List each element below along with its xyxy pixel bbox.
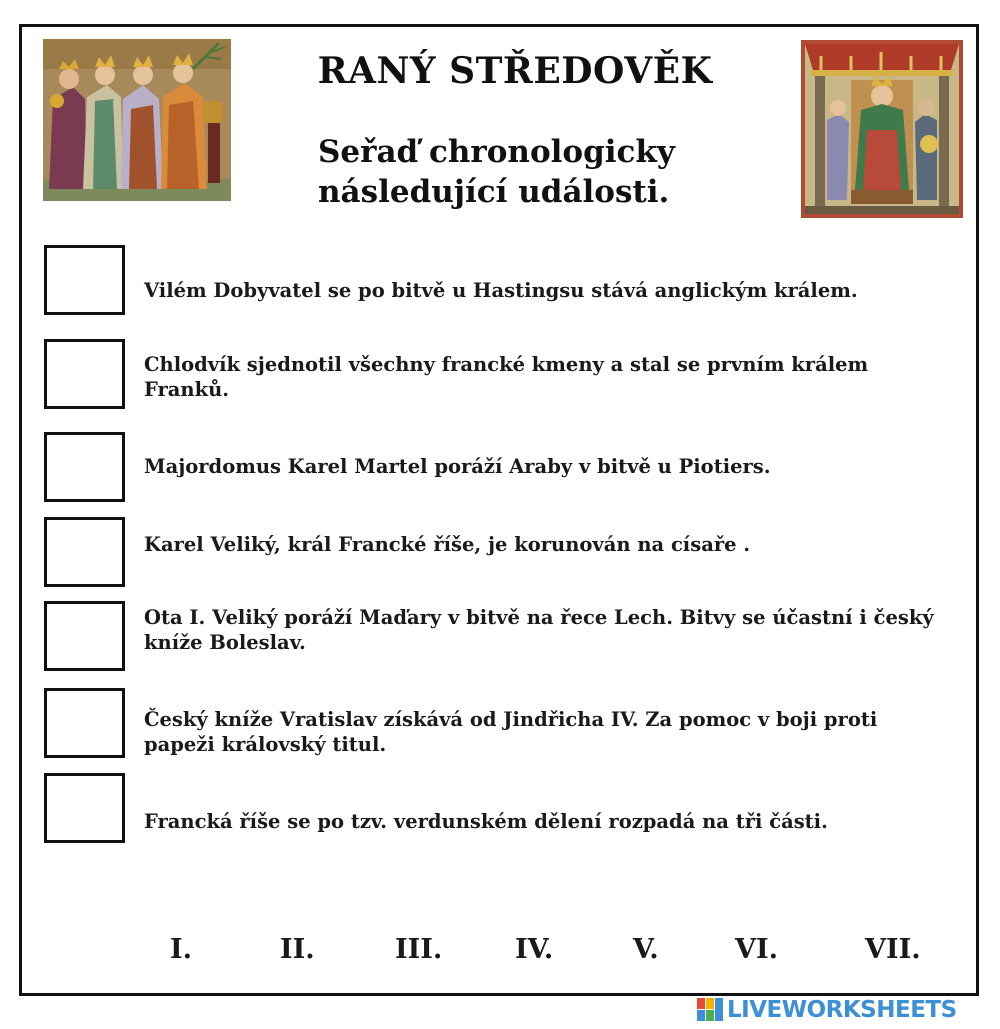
numeral-2: II. [280,934,315,965]
instruction-line-1: Seřaď chronologicky [318,134,675,170]
numeral-3: III. [395,934,443,965]
numeral-6: VI. [735,934,778,965]
worksheet-title: RANÝ STŘEDOVĚK [317,50,713,92]
event-text-6: Český kníže Vratislav získává od Jindřicha IV. Za pomoc v boji proti papeži královský titul. [144,708,878,756]
answer-box-6[interactable] [44,688,125,758]
instruction-line-2: následující události. [318,174,670,210]
event-text-7: Francká říše se po tzv. verdunském dělení rozpadá na tři části. [144,810,828,833]
liveworksheets-branding[interactable] [697,996,997,1024]
ordering-numerals [140,934,940,974]
worksheet-instruction [318,132,758,212]
numeral-1: I. [170,934,193,965]
answer-box-5[interactable] [44,601,125,671]
numeral-4: IV. [515,934,554,965]
event-text-3: Majordomus Karel Martel poráží Araby v bitvě u Piotiers. [144,455,771,478]
medieval-procession-image [43,39,231,201]
event-text-4: Karel Veliký, král Francké říše, je korunován na císaře . [144,533,751,556]
liveworksheets-logo-icon [697,998,723,1022]
event-text-2: Chlodvík sjednotil všechny francké kmeny a stal se prvním králem Franků. [144,353,869,401]
numeral-7: VII. [865,934,921,965]
numeral-5: V. [633,934,659,965]
event-text-1: Vilém Dobyvatel se po bitvě u Hastingsu stává anglickým králem. [144,279,858,302]
event-text-5: Ota I. Veliký poráží Maďary v bitvě na řece Lech. Bitvy se účastní i český kníže Boleslav. [144,606,934,654]
answer-box-1[interactable] [44,245,125,315]
liveworksheets-wordmark: LIVEWORKSHEETS [727,997,957,1023]
answer-box-3[interactable] [44,432,125,502]
answer-box-7[interactable] [44,773,125,843]
answer-box-2[interactable] [44,339,125,409]
enthroned-emperor-image [801,40,963,218]
answer-box-4[interactable] [44,517,125,587]
